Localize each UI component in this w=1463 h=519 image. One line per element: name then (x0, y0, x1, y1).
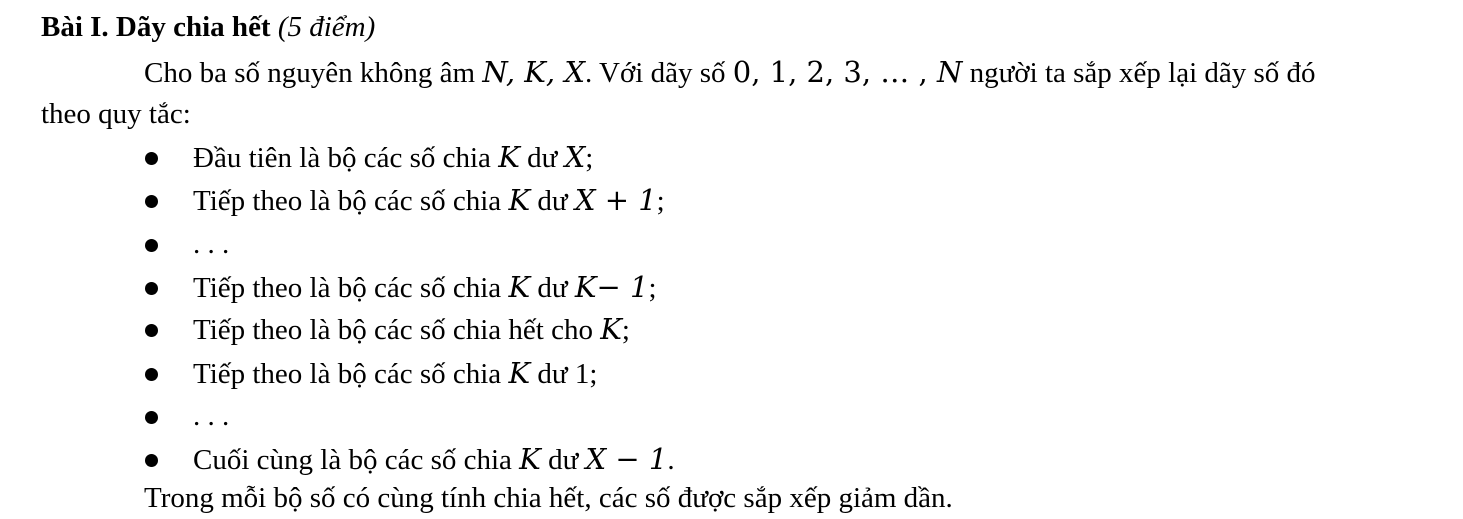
intro-seq-n: N (936, 55, 963, 89)
closing-paragraph: Trong mỗi bộ số có cùng tính chia hết, các số được sắp xếp giảm dần. (144, 482, 953, 514)
list-item-text: . . . (193, 400, 230, 432)
intro-text-3: người ta sắp xếp lại dãy số đó (962, 57, 1316, 89)
problem-heading (41, 9, 375, 45)
list-item (0, 311, 1463, 347)
list-item (0, 398, 1463, 434)
bullet-icon (145, 368, 158, 381)
intro-line-2: theo quy tắc: (41, 98, 191, 130)
intro-sequence: 0, 1, 2, 3, … , (732, 55, 937, 89)
problem-points: (5 điểm) (277, 11, 376, 43)
list-item-text: Tiếp theo là bộ các số chia K dư 1; (193, 356, 598, 390)
list-item-text: Đầu tiên là bộ các số chia K dư X; (193, 140, 594, 174)
list-item-text: Tiếp theo là bộ các số chia K dư X + 1; (193, 183, 665, 217)
bullet-icon (145, 324, 158, 337)
bullet-icon (145, 454, 158, 467)
list-item-text: Cuối cùng là bộ các số chia K dư X − 1. (193, 442, 675, 476)
intro-text-1: Cho ba số nguyên không âm (144, 57, 483, 89)
list-item (0, 355, 1463, 391)
bullet-icon (145, 195, 158, 208)
list-item (0, 139, 1463, 175)
intro-vars: N, K, X (482, 55, 586, 89)
bullet-icon (145, 239, 158, 252)
bullet-icon (145, 411, 158, 424)
list-item-text: Tiếp theo là bộ các số chia hết cho K; (193, 312, 630, 346)
list-item (0, 441, 1463, 477)
list-item-text: Tiếp theo là bộ các số chia K dư K− 1; (193, 270, 657, 304)
list-item (0, 269, 1463, 305)
list-item (0, 182, 1463, 218)
bullet-icon (145, 152, 158, 165)
intro-text-2: . Với dãy số (585, 57, 733, 89)
bullet-icon (145, 282, 158, 295)
problem-title: Bài I. Dãy chia hết (41, 11, 271, 43)
list-item-text: . . . (193, 228, 230, 260)
intro-line-1 (144, 54, 1316, 91)
list-item (0, 226, 1463, 262)
